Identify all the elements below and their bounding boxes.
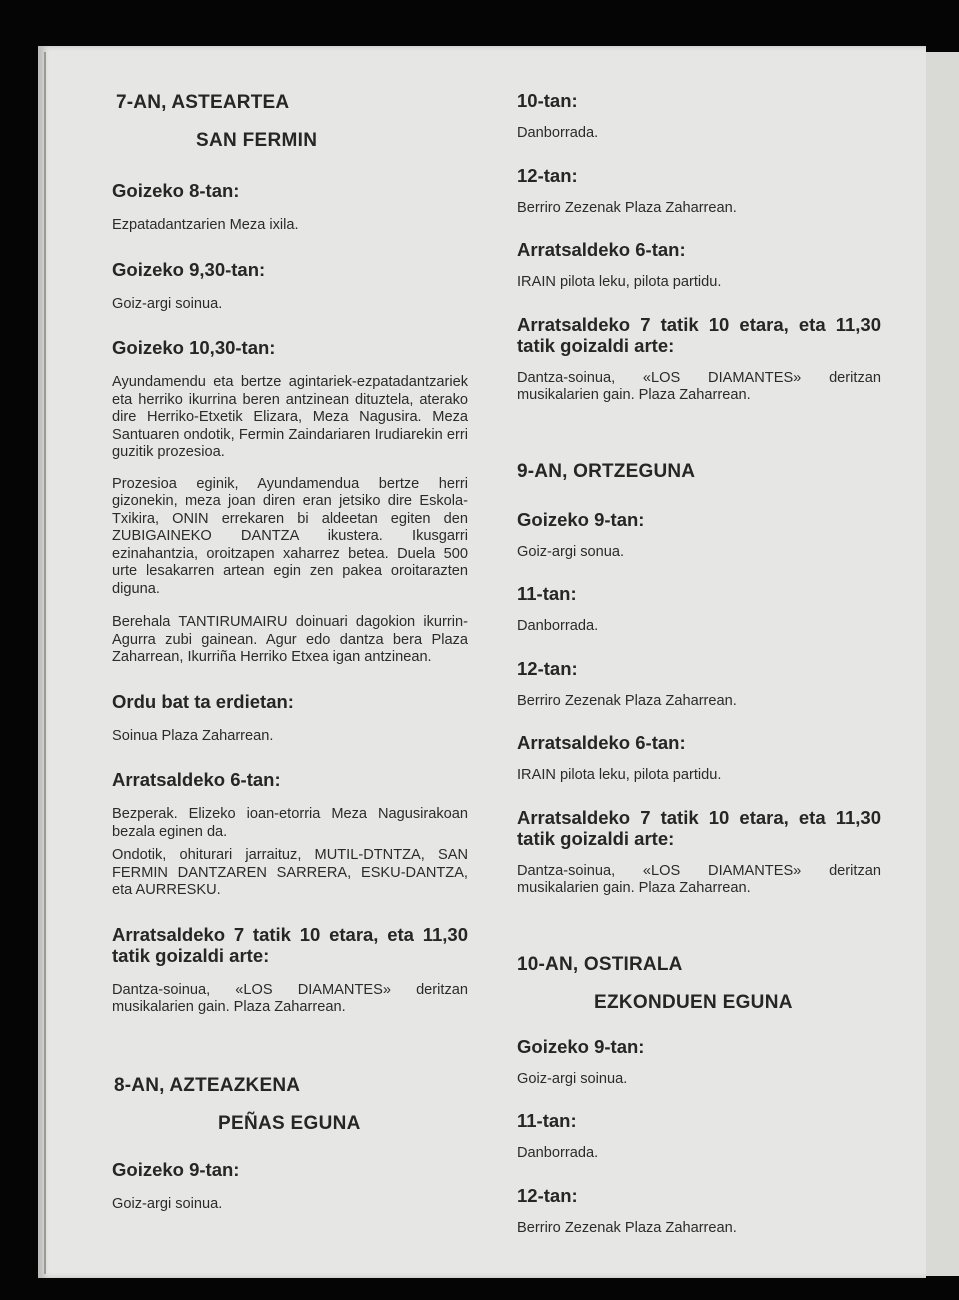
schedule-item	[517, 1036, 881, 1089]
day-title: 8-AN, AZTEAZKENA	[114, 1074, 301, 1096]
schedule-text: IRAIN pilota leku, pilota partidu.	[517, 767, 722, 783]
schedule-item	[517, 314, 881, 405]
day-title: 7-AN, ASTEARTEA	[116, 92, 290, 113]
day-9-block	[517, 461, 881, 898]
schedule-text: Danborrada.	[517, 125, 599, 141]
schedule-time: Arratsaldeko 7 tatik 10 etara, eta 11,30 tatik goizaldi arte:	[112, 923, 468, 966]
day-10-block	[517, 954, 881, 1238]
schedule-item	[517, 732, 881, 785]
schedule-item	[517, 239, 881, 292]
schedule-time: 12-tan:	[517, 1184, 578, 1206]
schedule-item	[517, 165, 881, 218]
left-column	[112, 92, 468, 1213]
schedule-item	[112, 1159, 468, 1214]
schedule-time: Arratsaldeko 6-tan:	[517, 732, 686, 753]
schedule-text-extra: Ondotik, ohiturari jarraituz, MUTIL-DTNTZA, SAN FERMIN DANTZAREN SARRERA, ESKU-DANTZA, eta AURRESKU.	[112, 847, 468, 898]
schedule-text: Danborrada.	[517, 618, 599, 634]
schedule-item	[517, 1185, 881, 1238]
schedule-time: Arratsaldeko 6-tan:	[517, 239, 686, 260]
schedule-time: Goizeko 9,30-tan:	[112, 258, 266, 280]
schedule-time: 11-tan:	[517, 583, 577, 604]
schedule-time: Ordu bat ta erdietan:	[112, 690, 294, 712]
schedule-item	[517, 807, 881, 898]
schedule-time: 11-tan:	[517, 1110, 577, 1131]
day-title: 9-AN, ORTZEGUNA	[517, 460, 696, 482]
schedule-text: Dantza-soinua, «LOS DIAMANTES» deritzan musikalarien gain. Plaza Zaharrean.	[517, 862, 881, 896]
schedule-text-extra: Berehala TANTIRUMAIRU doinuari dagokion ikurrin-Agurra zubi gainean. Agur edo dantza bera Plaza Zaharrean, Ikurriña Herriko Etxea igan antzinean.	[112, 614, 468, 665]
day-subtitle: PEÑAS EGUNA	[218, 1112, 361, 1134]
schedule-item	[112, 691, 468, 746]
schedule-text: Dantza-soinua, «LOS DIAMANTES» deritzan musikalarien gain. Plaza Zaharrean.	[112, 981, 468, 1015]
day-8-block	[112, 1075, 468, 1214]
schedule-text: Berriro Zezenak Plaza Zaharrean.	[517, 199, 737, 216]
schedule-item	[112, 924, 468, 1017]
page-fold-line	[44, 52, 46, 1274]
schedule-time: Goizeko 9-tan:	[112, 1158, 240, 1180]
day-8-continued	[517, 90, 881, 405]
right-column	[517, 90, 881, 1237]
schedule-time: Arratsaldeko 6-tan:	[112, 769, 281, 790]
schedule-time: 10-tan:	[517, 90, 578, 111]
schedule-text: Berriro Zezenak Plaza Zaharrean.	[517, 692, 737, 709]
day-subtitle: SAN FERMIN	[196, 130, 318, 151]
schedule-item	[112, 180, 468, 235]
schedule-item	[517, 583, 881, 636]
schedule-text: Berriro Zezenak Plaza Zaharrean.	[517, 1219, 737, 1236]
schedule-text: Dantza-soinua, «LOS DIAMANTES» deritzan musikalarien gain. Plaza Zaharrean.	[517, 369, 881, 403]
schedule-time: Goizeko 9-tan:	[517, 1035, 645, 1057]
schedule-text: Soinua Plaza Zaharrean.	[112, 727, 274, 744]
schedule-text: Ayundamendu eta bertze agintariek-ezpatadantzariek eta herriko ikurrina beren antzinean dituztela, aterako dire Herriko-Etxetik Elizara, Meza Nagusira. Meza Santuaren ondotik, Fermin Zaindariaren Irudiarekin erri guzitik prozesioa.	[112, 374, 468, 460]
day-title: 10-AN, OSTIRALA	[517, 953, 683, 975]
schedule-text: Goiz-argi soinua.	[112, 295, 223, 312]
schedule-text: Bezperak. Elizeko ioan-etorria Meza Nagusirakoan bezala eginen da.	[112, 806, 468, 840]
day-subtitle: EZKONDUEN EGUNA	[594, 991, 793, 1013]
schedule-text: Danborrada.	[517, 1145, 599, 1161]
schedule-item	[517, 509, 881, 562]
schedule-time: Goizeko 8-tan:	[112, 180, 240, 201]
schedule-time: 12-tan:	[517, 657, 578, 679]
schedule-item	[517, 1110, 881, 1163]
schedule-time: Arratsaldeko 7 tatik 10 etara, eta 11,30 tatik goizaldi arte:	[517, 313, 881, 356]
schedule-time: 12-tan:	[517, 164, 578, 186]
schedule-item	[112, 337, 468, 667]
schedule-item	[517, 90, 881, 143]
schedule-text: Goiz-argi soinua.	[112, 1195, 223, 1212]
schedule-text: Goiz-argi sonua.	[517, 543, 625, 560]
schedule-item	[112, 259, 468, 314]
schedule-time: Goizeko 9-tan:	[517, 508, 645, 530]
day-7-block	[112, 92, 468, 1017]
schedule-time: Goizeko 10,30-tan:	[112, 337, 276, 358]
schedule-text: Ezpatadantzarien Meza ixila.	[112, 217, 299, 233]
schedule-item	[517, 658, 881, 711]
schedule-text: Goiz-argi soinua.	[517, 1070, 628, 1087]
next-page-edge	[926, 52, 959, 1276]
schedule-text: IRAIN pilota leku, pilota partidu.	[517, 274, 722, 290]
schedule-item	[112, 769, 468, 900]
schedule-time: Arratsaldeko 7 tatik 10 etara, eta 11,30 tatik goizaldi arte:	[517, 806, 881, 849]
schedule-text-extra: Prozesioa eginik, Ayundamendua bertze herri gizonekin, meza joan diren eran jetsiko dire Eskola-Txikira, ONIN errekaren bi aldeetan egiten den ZUBIGAINEKO DANTZA ikustera. Ikusgarri ezinahantzia, oroitzapen xaharrez betea. Duela 500 urte lesakarren artean egin zen pakea oroitarazten diguna.	[112, 475, 468, 597]
